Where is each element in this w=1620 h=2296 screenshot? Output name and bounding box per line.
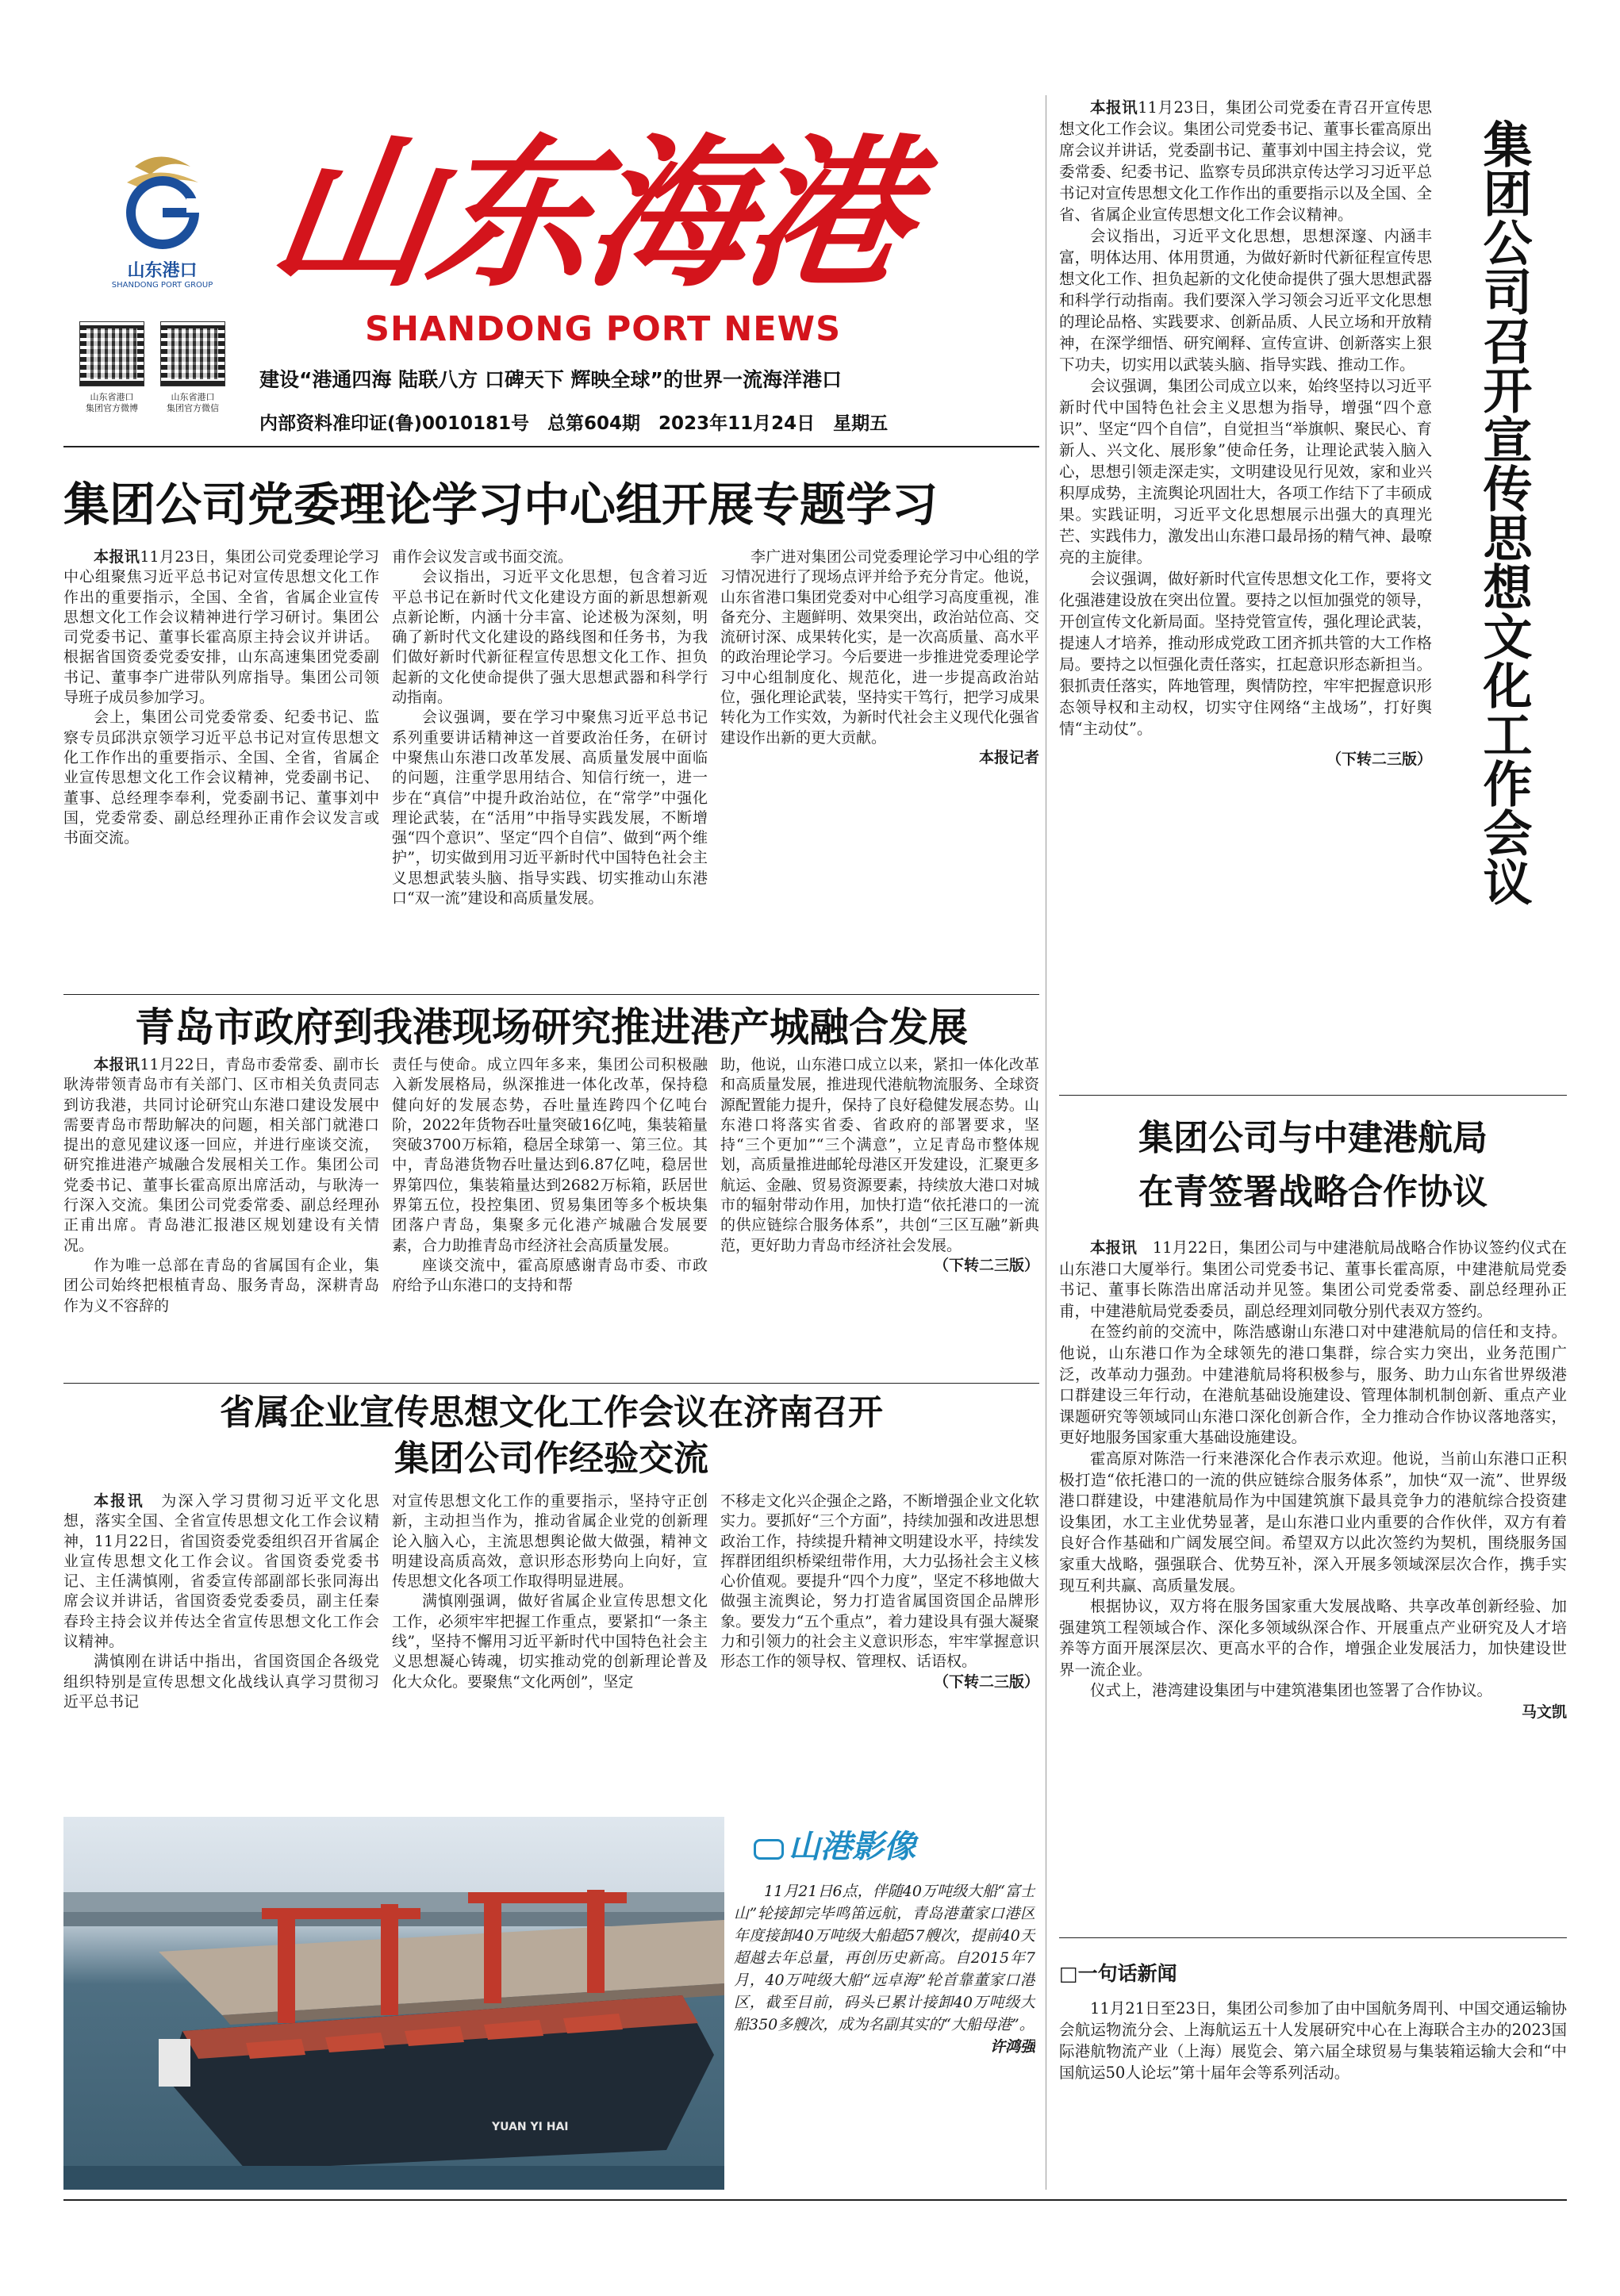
article5-title-line1: 集团公司与中建港航局	[1138, 1118, 1488, 1158]
masthead-slogan: 建设“港通四海 陆联八方 口碑天下 辉映全球”的世界一流海洋港口	[259, 368, 842, 391]
article2-title: 青岛市政府到我港现场研究推进港产城融合发展	[135, 1004, 968, 1050]
article1-para3: 会议指出，习近平文化思想，包含着习近平总书记在新时代文化建设方面的新思想新观点新论断，内涵十分丰富、论述极为深刻，明确了新时代文化建设的路线图和任务书，为我们做好新时代新征程宣传思想文化工作、担负起新的文化使命提供了强大思想武器和科学行动指南。	[392, 568, 708, 707]
brief-news-body	[1059, 1998, 1567, 2117]
photo-caption	[734, 1880, 1035, 2190]
article1-para1: 11月23日，集团公司党委理论学习中心组聚焦习近平总书记对宣传思想文化工作作出的重要指示，全国、全省，省属企业宣传思想文化工作会议精神进行学习研讨。集团公司党委书记、董事长霍高原主持会议并讲话。根据省国资委党委安排，山东高速集团党委副书记、董事李广进带队列席指导。集团公司领导班子成员参加学习。	[63, 548, 379, 707]
article1-col3	[720, 547, 1039, 992]
article3-para4: 满慎刚强调，做好省属企业宣传思想文化工作，必须牢牢把握工作重点，要紧扣“一条主线”，坚持不懈用习近平新时代中国特色社会主义思想凝心铸魂，切实推动党的创新理论普及化大众化。要聚焦“文化两创”，坚定	[392, 1592, 708, 1691]
article5-para4: 根据协议，双方将在服务国家重大发展战略、共享改革创新经验、加强建筑工程领域合作、深化多领域纵深合作、开展重点产业研究及人才培养等方面开展深层次、更高水平的合作，增强企业发展活力，加快建设世界一流企业。	[1059, 1597, 1567, 1679]
article2-col1	[63, 1055, 379, 1380]
article3-lead: 本报讯	[94, 1492, 144, 1510]
article5-lead: 本报讯	[1090, 1238, 1138, 1257]
article2-col3	[720, 1055, 1039, 1380]
article3-title-line1: 省属企业宣传思想文化工作会议在济南召开	[220, 1392, 883, 1433]
article2-lead: 本报讯	[94, 1056, 140, 1073]
article3-col3	[720, 1492, 1039, 1809]
article4-lead: 本报讯	[1090, 98, 1138, 117]
article5-para3: 霍高原对陈浩一行来港深化合作表示欢迎。他说，当前山东港口正积极打造“依托港口的一流的供应链综合服务体系”，加快“双一流”、世界级港口群建设，中建港航局作为中国建筑旗下最具竞争力的港航综合投资建设集团，水工主业优势显著，是山东港口业内重要的合作伙伴，双方有着良好合作基础和广阔发展空间。希望双方以此次签约为契机，围绕服务国家重大战略，强强联合、优势互补，深入开展多领域深层次合作，携手实现互利共赢、高质量发展。	[1059, 1449, 1567, 1595]
photo-column-logo: 山港影像	[754, 1822, 916, 1867]
port-photo	[63, 1817, 724, 2190]
article1-title: 集团公司党委理论学习中心组开展专题学习	[63, 478, 939, 532]
article3-para1: 为深入学习贯彻习近平文化思想，落实全国、全省宣传思想文化工作会议精神，11月22日，省国资委党委组织召开省属企业宣传思想文化工作会议。省国资委党委书记、主任满慎刚，省委宣传部副部长张同海出席会议并讲话，省国资委党委委员，副主任秦春玲主持会议并传达全省宣传思想文化工作会议精神。	[63, 1492, 379, 1651]
article4-body	[1059, 97, 1432, 1041]
article2-para2: 作为唯一总部在青岛的省属国有企业，集团公司始终把根植青岛、服务青岛，深耕青岛作为义不容辞的	[63, 1256, 379, 1315]
ship-illustration	[63, 1817, 724, 2190]
article1-rule	[63, 994, 1039, 995]
article4-para4: 会议强调，做好新时代宣传思想文化工作，要将文化强港建设放在突出位置。要持之以恒加强党的领导，开创宣传文化新局面。坚持党管宣传，强化理论武装，提速人才培养，推动形成党政工团齐抓共管的大工作格局。要持之以恒强化责任落实，扛起意识形态新担当。狠抓责任落实，阵地管理，舆情防控，牢牢把握意识形态领导权和主动权，切实守住网络“主战场”，打好舆情“主动仗”。	[1059, 570, 1432, 738]
brief-news-heading: □一句话新闻	[1059, 1962, 1177, 1985]
photo-caption-text: 11月21日6点，伴随40万吨级大船“富士山”轮接卸完毕鸣笛远航，青岛港董家口港区年度接卸40万吨级大船超57艘次，提前40天超越去年总量，再创历史新高。自2015年7月，40万吨级大船“远卓海”轮首靠董家口港区，截至目前，码头已累计接卸40万吨级大船350多艘次，成为名副其实的“大船母港”。	[734, 1883, 1035, 2033]
ship-name: YUAN YI HAI	[492, 2121, 569, 2133]
article4-para2: 会议指出，习近平文化思想，思想深邃、内涵丰富，明体达用、体用贯通，为做好新时代新征程宣传思想文化工作、担负起新的文化使命提供了强大思想武器和科学行动指南。我们要深入学习领会习近平文化思想的理论品格、实践要求、创新品质、人民立场和开放精神，在深学细悟、研究阐释、宣传宣讲、创新落实上狠下功夫，切实用以武装头脑、指导实践、推动工作。	[1059, 227, 1432, 374]
qr-wechat-label: 山东省港口 集团官方微信	[167, 392, 219, 413]
article1-para2: 会上，集团公司党委常委、纪委书记、监察专员邱洪京领学习近平总书记对宣传思想文化工作作出的重要指示、全国、全省，省属企业宣传思想文化工作会议精神，党委副书记、董事、总经理李奉利，党委副书记、董事刘中国，党委常委、副总经理孙正甫作会议发言或书面交流。	[63, 708, 379, 847]
shandong-port-logo	[111, 151, 210, 254]
article5-para2: 在签约前的交流中，陈浩感谢山东港口对中建港航局的信任和支持。他说，山东港口作为全球领先的港口集群，综合实力突出，业务范围广泛，改革动力强劲。中建港航局将积极参与，服务、助力山东省世界级港口群建设三年行动，在港航基础设施建设、管理体制机制创新、重点产业课题研究等领域同山东港口深化创新合作，全力推动合作协议落地落实，更好地服务国家重大基础设施建设。	[1059, 1323, 1567, 1447]
logo-caption-en: SHANDONG PORT GROUP	[111, 281, 213, 290]
article4-continued-note: （下转二三版）	[1326, 751, 1432, 768]
article4-para1: 11月23日，集团公司党委在青召开宣传思想文化工作会议。集团公司党委书记、董事长霍高原出席会议并讲话，党委副书记、董事刘中国主持会议，党委常委、纪委书记、监察专员邱洪京传达学习习近平总书记对宣传思想文化工作作出的重要指示以及全国、全省、省属企业宣传思想文化工作会议精神。	[1059, 98, 1432, 224]
article5-para1: 11月22日，集团公司与中建港航局战略合作协议签约仪式在山东港口大厦举行。集团公司党委书记、董事长霍高原，中建港航局党委书记、董事长陈浩出席活动并见签。集团公司党委常委、副总经理孙正甫，中建港航局党委委员，副总经理刘同敬分别代表双方签约。	[1059, 1238, 1567, 1320]
article2-para3: 责任与使命。成立四年多来，集团公司积极融入新发展格局，纵深推进一体化改革，保持稳健向好的发展态势，吞吐量连跨四个亿吨台阶，2022年货物吞吐量突破16亿吨，集装箱量突破3700万标箱，稳居全球第一、第三位。其中，青岛港货物吞吐量达到6.87亿吨，稳居世界第四位，集装箱量达到2682万标箱，跃居世界第五位，投控集团、贸易集团等多个板块集团落户青岛，集聚多元化港产城融合发展要素，合力助推青岛市经济社会高质量发展。	[392, 1056, 708, 1254]
article1-byline: 本报记者	[978, 748, 1039, 766]
article5-title-line2: 在青签署战略合作协议	[1138, 1172, 1488, 1212]
qr-code-weibo[interactable]	[79, 321, 144, 386]
article2-para4: 座谈交流中，霍高原感谢青岛市委、市政府给予山东港口的支持和帮	[392, 1256, 708, 1295]
article2-continued-note: （下转二三版）	[933, 1256, 1039, 1274]
newspaper-title-en: SHANDONG PORT NEWS	[365, 309, 842, 349]
article5-byline: 马文凯	[1521, 1703, 1567, 1722]
article2-col2	[392, 1055, 708, 1380]
article1-para4: 会议强调，要在学习中聚焦习近平总书记系列重要讲话精神这一首要政治任务，在研讨中聚焦山东港口改革发展、高质量发展中面临的问题，注重学思用结合、知信行统一，进一步在“真信”中提升政治站位，在“常学”中强化理论武装，在“活用”中指导实践发展，不断增强“四个意识”、坚定“四个自信”、做到“两个维护”，切实做到用习近平新时代中国特色社会主义思想武装头脑、指导实践、切实推动山东港口“双一流”建设和高质量发展。	[392, 708, 708, 908]
article3-para2: 满慎刚在讲话中指出，省国资国企各级党组织特别是宣传思想文化战线认真学习贯彻习近平总书记	[63, 1653, 379, 1710]
photo-caption-box	[730, 1817, 1039, 2190]
masthead	[0, 0, 1055, 460]
logo-caption: 山东港口	[127, 261, 198, 281]
article3-col1	[63, 1492, 379, 1809]
brief-news-text: 11月21日至23日，集团公司参加了由中国航务周刊、中国交通运输协会航运物流分会、上海航运五十人发展研究中心在上海联合主办的2023国际港航物流产业（上海）展览会、第六届全球贸易与集装箱运输大会和“中国航运50人论坛”第十届年会等系列活动。	[1059, 1999, 1567, 2082]
photo-byline: 许鸿强	[989, 2038, 1035, 2056]
article1-lead: 本报讯	[94, 548, 140, 566]
article2-para5: 助，他说，山东港口成立以来，紧扣一体化改革和高质量发展，推进现代港航物流服务、全球资源配置能力提升，保持了良好稳健发展态势。山东港口将落实省委、省政府的部署要求，坚持“三个更加”“三个满意”，立足青岛市整体规划，高质量推进邮轮母港区开发建设，汇聚更多航运、金融、贸易资源要素，持续放大港口对城市的辐射带动作用，加快打造“依托港口的一流的供应链综合服务体系”，共创“三区互融”新典范，更好助力青岛市经济社会发展。	[720, 1056, 1039, 1254]
article5-para5: 仪式上，港湾建设集团与中建筑港集团也签署了合作协议。	[1090, 1681, 1493, 1700]
article3-para3: 对宣传思想文化工作的重要指示，坚持守正创新，主动担当作为，推动省属企业党的创新理论入脑入心，主流思想舆论做大做强，精神文明建设高质高效，意识形态形势向上向好，宣传思想文化各项工作取得明显进展。	[392, 1492, 708, 1591]
qr-weibo-label: 山东省港口 集团官方微博	[86, 392, 138, 413]
article1-col2: 甫作会议发言或书面交流。 会议指出，习近平文化思想，包含着习近平总书记在新时代文化建设方面的新思想新观点新论断，内涵十分丰富、论述极为深刻，明确了新时代文化建设的路线图和任务书，为我们做好新时代新征程宣传思想文化工作、担负起新的文化使命提供了强大思想武器和科学行动指南。 会议强调，要在学习中聚焦习近平总书记系列重要讲话精神这一首要政治任务，在研讨中聚焦山东港口改革发展、高质量发展中面临的问题，注重学思用结合、知信行统一，进一步在“真信”中提升政治站位，在“常学”中强化理论武装，在“活用”中指导实践发展，不断增强“四个意识”、坚定“四个自信”、做到“两个维护”，切实做到用习近平新时代中国特色社会主义思想武装头脑、指导实践、切实推动山东港口“双一流”建设和高质量发展。	[392, 547, 708, 992]
masthead-rule	[63, 446, 1039, 447]
article5-body	[1059, 1238, 1567, 1928]
article5-rule	[1059, 1937, 1567, 1938]
article3-para5: 不移走文化兴企强企之路，不断增强企业文化软实力。要抓好“三个方面”，持续加强和改进思想政治工作，持续提升精神文明建设水平，持续发挥群团组织桥梁纽带作用，大力弘扬社会主义核心价值观。要提升“四个力度”，坚定不移地做大做强主流舆论，努力打造省属国资国企品牌形象。要发力“五个重点”，着力建设具有强大凝聚力和引领力的社会主义意识形态，牢牢掌握意识形态工作的领导权、管理权、话语权。	[720, 1492, 1039, 1671]
qr-code-wechat[interactable]	[160, 321, 225, 386]
article1-para5: 李广进对集团公司党委理论学习中心组的学习情况进行了现场点评并给予充分肯定。他说，山东省港口集团党委对中心组学习高度重视，准备充分、主题鲜明、效果突出，政治站位高、交流研讨深、成果转化实，是一次高质量、高水平的政治理论学习。今后要进一步推进党委理论学习中心组制度化、规范化，进一步提高政治站位，强化理论武装，坚持实干笃行，把学习成果转化为工作实效，为新时代社会主义现代化强省建设作出新的更大贡献。	[720, 548, 1039, 747]
masthead-info: 内部资料准印证(鲁)0010181号 总第604期 2023年11月24日 星期五	[259, 413, 889, 434]
article4-rule	[1059, 1095, 1567, 1096]
article4-vertical-title: 集团公司召开宣传思想文化工作会议	[1475, 119, 1533, 906]
camera-icon	[754, 1839, 784, 1860]
article4-para3: 会议强调，集团公司成立以来，始终坚持以习近平新时代中国特色社会主义思想为指导，增强“四个意识”、坚定“四个自信”，自觉担当“举旗帜、聚民心、育新人、兴文化、展形象”使命任务，让理论武装入脑入心，思想引领走深走实，文明建设见行见效，家和业兴积厚成势，主流舆论巩固壮大，各项工作结下了丰硕成果。实践证明，习近平文化思想展示出强大的真理光芒、实践伟力，激发出山东港口最昂扬的精气神、最嘹亮的主旋律。	[1059, 377, 1432, 566]
newspaper-title: 山东海港	[260, 119, 919, 309]
page-bottom-rule	[63, 2199, 1567, 2201]
article3-title-line2: 集团公司作经验交流	[394, 1438, 708, 1479]
article2-para1: 11月22日，青岛市委常委、副市长耿涛带领青岛市有关部门、区市相关负责同志到访我港，共同讨论研究山东港口建设发展中需要青岛市帮助解决的问题，相关部门就港口提出的意见建议逐一回应，并进行座谈交流，研究推进港产城融合发展相关工作。集团公司党委书记、董事长霍高原出席活动，与耿涛一行深入交流。集团公司党委常委、副总经理孙正甫出席。青岛港汇报港区规划建设有关情况。	[63, 1056, 379, 1254]
article3-continued-note: （下转二三版）	[933, 1672, 1039, 1691]
article1-col1	[63, 547, 379, 992]
article3-col2	[392, 1492, 708, 1809]
article2-rule	[63, 1383, 1039, 1384]
